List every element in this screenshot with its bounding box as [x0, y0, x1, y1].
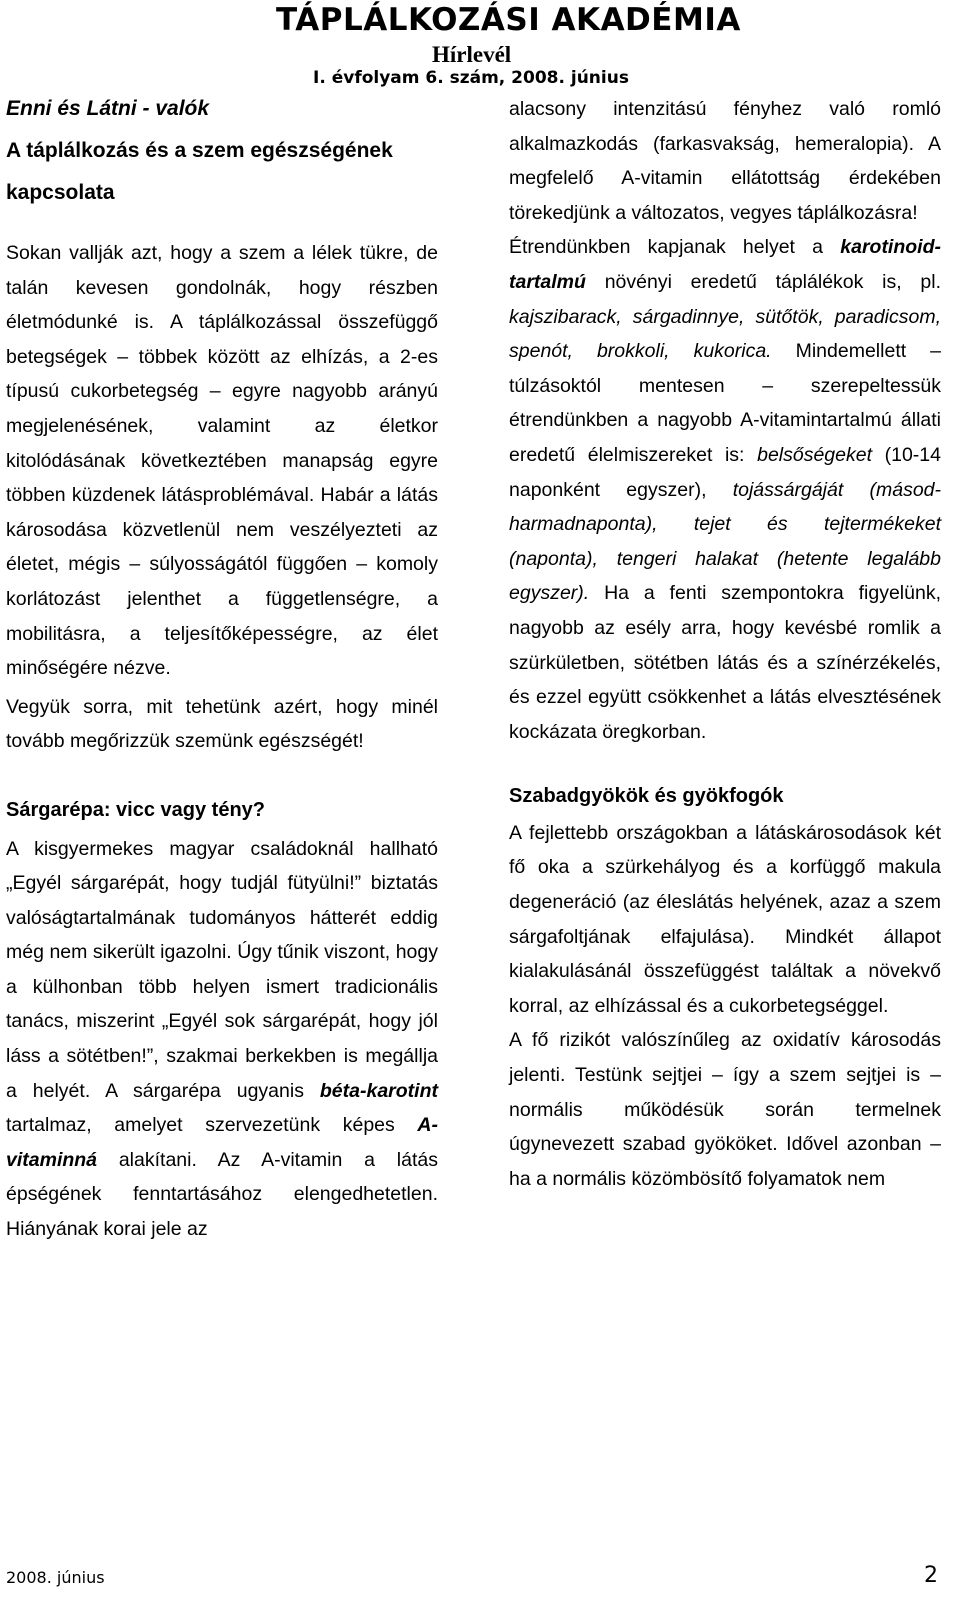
diet-text-e: Ha a fenti szempontokra figyelünk, nagyobb az esély arra, hogy kevésbé romlik a szürkületben, sötétben látás és a színérzékelés, és ezzel együtt csökkenhet a látás elvesztésének kockázata öregkorban. — [509, 582, 941, 743]
plant-foods-list: kajszibarack, sárgadinnye, sütőtök, paradicsom, spenót, brokkoli, kukorica. — [509, 305, 941, 363]
oxidative-paragraph: A fő rizikót valószínűleg az oxidatív károsodás jelenti. Testünk sejtjei – így a szem sejtjei is – normális működésük során termelnek úgynevezett szabad gyököket. Idővel azonban – ha a normális közömbösítő folyamatok nem — [509, 1029, 941, 1190]
diet-paragraph — [509, 230, 941, 749]
section-title-free-radicals: Szabadgyökök és gyökfogók — [509, 785, 784, 808]
diet-text-a: Étrendünkben kapjanak helyet a — [509, 236, 841, 259]
diet-text-b: növényi eredetű táplálékok is, pl. — [585, 270, 941, 293]
carotenoid-term: karotinoid-tartalmú — [509, 236, 941, 293]
carrot-text-a: A kisgyermekes magyar családoknál hallható „Egyél sárgarépát, hogy tudjál fütyülni!” biztatás valóságtartalmának tudományos hátterét eddig még nem sikerült igazolni. Úgy tűnik viszont, hogy a külhonban több helyen ismert tradicionális tanács, miszerint „Egyél sok sárgarépát, hogy jól láss a sötétben!”, szakmai berkekben is megállja a helyét. A sárgarépa ugyanis — [6, 837, 438, 1102]
issue-info: I. évfolyam 6. szám, 2008. június — [313, 68, 629, 88]
intro-paragraph: Sokan vallják azt, hogy a szem a lélek tükre, de talán kevesen gondolnák, hogy részben életmódunké is. A táplálkozással összefüggő betegségek – többek között az elhízás, a 2-es típusú cukorbetegség – egyre nagyobb arányú megjelenésének, valamint az életkor kitolódásának következtében manapság egyre többen küzdenek látásproblémával. Habár a látás károsodása közvetlenül nem veszélyezteti az életet, mégis – súlyosságától függően – komoly korlátozást jelenthet a függetlenségre, a mobilitásra, a teljesítőképességre, az élet minőségére nézve. — [6, 242, 438, 680]
left-column — [6, 92, 438, 1247]
diet-text-c: Mindemellett – túlzásoktól mentesen – szerepeltessük étrendünkben a nagyobb A-vitamintartalmú állati eredetű élelmiszereket is: — [509, 340, 941, 466]
carrot-paragraph — [6, 832, 438, 1247]
section-title-carrot: Sárgarépa: vicc vagy tény? — [6, 798, 266, 821]
vitamin-a-term: A-vitaminná — [6, 1114, 438, 1171]
footer-date: 2008. június — [6, 1568, 105, 1587]
carrot-text-b: tartalmaz, amelyet szervezetünk képes — [6, 1114, 418, 1137]
carrot-text-c: alakítani. Az A-vitamin a látás épségének fenntartásához elengedhetetlen. Hiányának korai jele az — [6, 1148, 438, 1241]
lead-title: Enni és Látni - valók — [6, 97, 210, 120]
newsletter-subtitle: Hírlevél — [432, 42, 512, 67]
vitamin-a-paragraph: alacsony intenzitású fényhez való romló alkalmazkodás (farkasvakság, hemeralopia). A megfelelő A-vitamin ellátottság érdekében törekedjünk a változatos, vegyes táplálkozásra! — [509, 98, 941, 224]
beta-carotene-term: béta-karotint — [319, 1079, 438, 1102]
page-number: 2 — [924, 1563, 938, 1588]
offal-term: belsőségeket — [757, 443, 873, 466]
call-to-action-paragraph: Vegyük sorra, mit tehetünk azért, hogy minél tovább megőrizzük szemünk egészségét! — [6, 695, 438, 753]
animal-foods-list: tojássárgáját (másod- harmadnaponta), tejet és tejtermékeket (naponta), tengeri halakat (hetente legalább egyszer). — [509, 478, 941, 605]
cataract-paragraph: A fejlettebb országokban a látáskárosodások két fő oka a szürkehályog és a korfüggő makula degeneráció (az éleslátás helyének, azaz a szem sárgafoltjának elfajulása). Mindkét állapot kialakulásánál összefüggést találtak a növekvő korral, az elhízással és a cukorbetegséggel. — [509, 821, 941, 1017]
diet-text-d: (10-14 naponként egyszer), — [509, 443, 941, 501]
newsletter-title: TÁPLÁLKOZÁSI AKADÉMIA — [276, 2, 741, 38]
article-title: A táplálkozás és a szem egészségének kapcsolata — [6, 139, 393, 204]
right-column — [509, 92, 941, 1196]
